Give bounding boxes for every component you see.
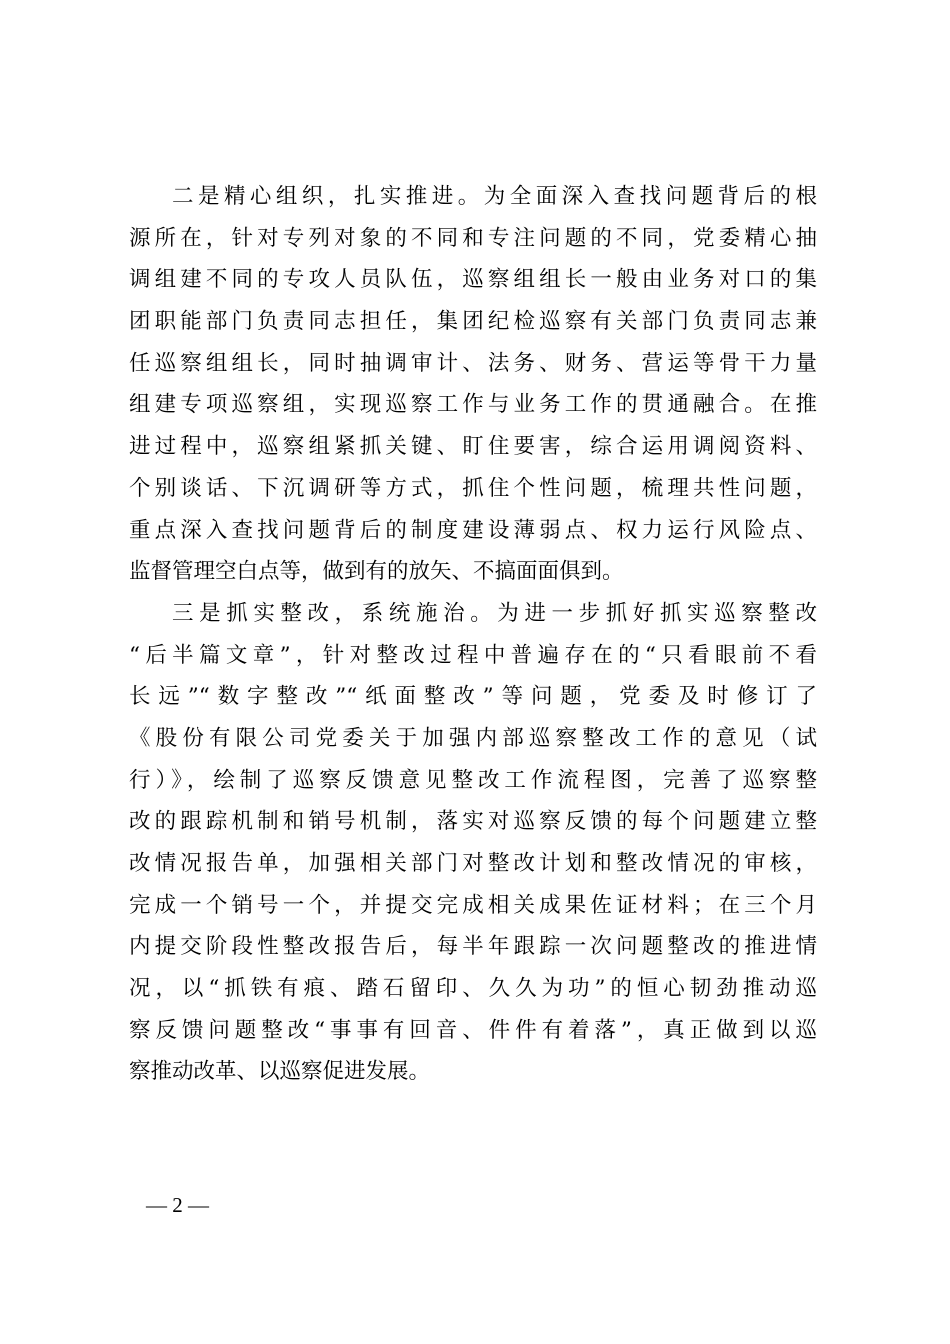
paragraph-line: 行）》，绘制了巡察反馈意见整改工作流程图，完善了巡察整 [129, 767, 817, 793]
paragraph-line: 组建专项巡察组，实现巡察工作与业务工作的贯通融合。在推 [129, 392, 817, 418]
paragraph-line: 二是精心组织，扎实推进。为全面深入查找问题背后的根 [172, 184, 817, 209]
paragraph-line: 团职能部门负责同志担任，集团纪检巡察有关部门负责同志兼 [129, 309, 817, 335]
paragraph-line: 个别谈话、下沉调研等方式，抓住个性问题，梳理共性问题， [129, 475, 817, 501]
paragraph-line: 察反馈问题整改“事事有回音、件件有着落”，真正做到以巡 [129, 1017, 817, 1043]
paragraph-line: 改的跟踪机制和销号机制，落实对巡察反馈的每个问题建立整 [129, 809, 817, 835]
paragraph-line: 完成一个销号一个，并提交完成相关成果佐证材料；在三个月 [129, 892, 817, 918]
paragraph-line: 内提交阶段性整改报告后，每半年跟踪一次问题整改的推进情 [129, 934, 817, 960]
paragraph-line: 三是抓实整改，系统施治。为进一步抓好抓实巡察整改 [172, 600, 817, 626]
paragraph-line: 长远”“数字整改”“纸面整改”等问题，党委及时修订了 [129, 684, 817, 710]
paragraph-organize [129, 176, 817, 593]
paragraph-rectify [129, 593, 817, 1093]
paragraph-line: 重点深入查找问题背后的制度建设薄弱点、权力运行风险点、 [129, 517, 817, 543]
paragraph-line: 源所在，针对专列对象的不同和专注问题的不同，党委精心抽 [129, 225, 817, 251]
paragraph-line: 察推动改革、以巡察促进发展。 [129, 1059, 431, 1085]
body-text [129, 176, 817, 1093]
paragraph-line: 《股份有限公司党委关于加强内部巡察整改工作的意见（试 [129, 725, 817, 751]
paragraph-line: 况，以“抓铁有痕、踏石留印、久久为功”的恒心韧劲推动巡 [129, 976, 817, 1002]
paragraph-line: 任巡察组组长，同时抽调审计、法务、财务、营运等骨干力量 [129, 350, 817, 376]
paragraph-line: 调组建不同的专攻人员队伍，巡察组组长一般由业务对口的集 [129, 267, 817, 293]
paragraph-line: 监督管理空白点等，做到有的放矢、不搞面面俱到。 [129, 559, 624, 585]
paragraph-line: 进过程中，巡察组紧抓关键、盯住要害，综合运用调阅资料、 [129, 434, 817, 460]
page-number: — 2 — [146, 1193, 209, 1217]
paragraph-line: “后半篇文章”，针对整改过程中普遍存在的“只看眼前不看 [129, 642, 817, 668]
paragraph-line: 改情况报告单，加强相关部门对整改计划和整改情况的审核， [129, 851, 817, 876]
